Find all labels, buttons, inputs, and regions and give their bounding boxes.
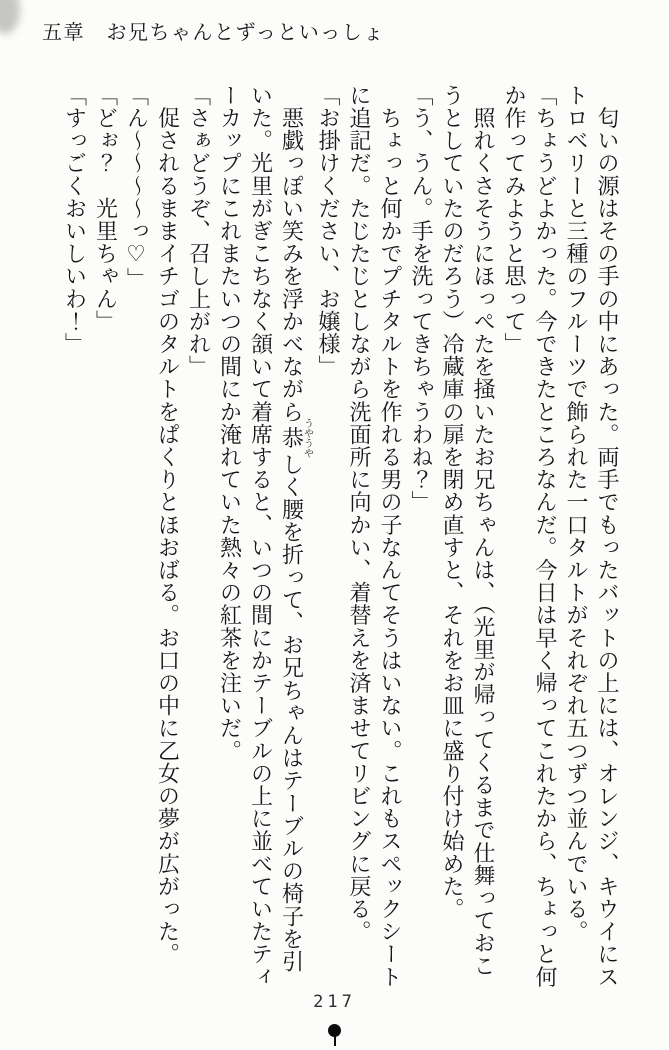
paragraph-narration: ちょっと何かでプチタルトを作れる男の子なんてそうはいない。これもスペックシートに追記だ。たじたじとしながら洗面所に向かい、着替えを済ませてリビングに戻る。 bbox=[346, 84, 402, 988]
novel-text-block bbox=[59, 84, 623, 990]
ruby-base: 恭 bbox=[278, 418, 304, 458]
paragraph-dialogue: 「どぉ？ 光里ちゃん」 bbox=[92, 84, 118, 333]
chapter-header bbox=[42, 16, 385, 45]
paragraph-dialogue: 「う、うん。手を洗ってきちゃうわね？」 bbox=[408, 84, 433, 514]
paragraph-dialogue: 「さぁどうぞ、召し上がれ」 bbox=[185, 84, 211, 378]
scan-smudge bbox=[0, 0, 20, 34]
paragraph-dialogue: 「ちょうどよかった。今できたところなんだ。今日は早く帰ってこれたから、ちょっと何か作ってみようと思って」 bbox=[501, 84, 557, 988]
paragraph-dialogue: 「お掛けください、お嬢様」 bbox=[315, 84, 340, 378]
ruby-text: うやうや bbox=[301, 418, 313, 458]
dot-stem bbox=[334, 1036, 336, 1046]
page-number: 217 bbox=[313, 992, 356, 1012]
paragraph-narration: 匂いの源はその手の中にあった。両手でもったバットの上には、オレンジ、キウイにストロベリーと三種のフルーツで飾られた一口タルトがそれぞれ五つずつ並んでいる。 bbox=[563, 84, 619, 988]
paragraph-narration: 照れくさそうにほっぺたを掻いたお兄ちゃんは、（光里が帰ってくるまで仕舞っておこうとしていたのだろう）冷蔵庫の扉を閉め直すと、それをお皿に盛り付け始めた。 bbox=[439, 84, 495, 977]
paragraph-narration-with-furigana bbox=[214, 84, 313, 990]
paragraph-segment: しく腰を折って、お兄ちゃんはテーブルの椅子を引いた。光里がぎこちなく頷いて着席すると、いつの間にかテーブルの上に並べていたティーカップにこれまたいつの間にか淹れていた熱々の紅茶を注いだ。 bbox=[216, 84, 304, 988]
paragraph-narration: 促されるままイチゴのタルトをぱくりとほおばる。お口の中に乙女の夢が広がった。 bbox=[154, 84, 180, 966]
chapter-header-text: 五章 お兄ちゃんとずっといっしょ bbox=[42, 20, 385, 44]
center-dot-mark bbox=[328, 1024, 342, 1046]
paragraph-dialogue: 「すっごくおいしいわ！」 bbox=[61, 84, 87, 356]
paragraph-segment: 悪戯っぽい笑みを浮かべながら bbox=[278, 84, 304, 423]
paragraph-dialogue: 「ん～～～～っ♡」 bbox=[123, 84, 149, 291]
furigana-ruby bbox=[278, 418, 313, 458]
